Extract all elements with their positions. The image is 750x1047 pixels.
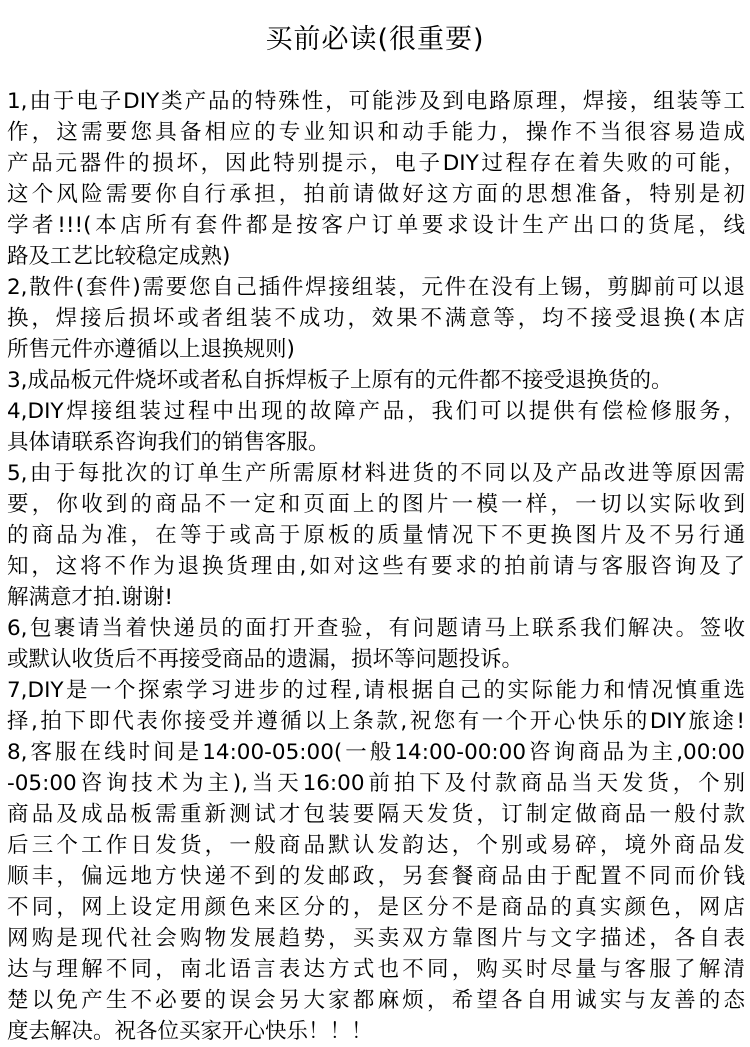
notice-line: 或默认收货后不再接受商品的遗漏，损坏等问题投诉。 [7,647,524,672]
page-title: 买前必读(很重要) [265,24,485,55]
notice-line: 要，你收到的商品不一定和页面上的图片一模一样，一切以实际收到 [7,492,745,517]
notice-line: 后三个工作日发货，一般商品默认发韵达，个别或易碎，境外商品发 [7,833,745,858]
notice-line: 顺丰，偏远地方快递不到的发邮政，另套餐商品由于配置不同而价钱 [7,864,745,889]
notice-line: 择,拍下即代表你接受并遵循以上条款,祝您有一个开心快乐的DIY旅途! [7,709,745,734]
notice-line: 所售元件亦遵循以上退换规则) [7,337,295,362]
notice-line: 2,散件(套件)需要您自己插件焊接组装，元件在没有上锡，剪脚前可以退 [7,275,745,300]
notice-item-3 [7,365,745,396]
notice-line: 换，焊接后损坏或者组装不成功，效果不满意等，均不接受退换(本店 [7,306,745,331]
notice-line: 3,成品板元件烧坏或者私自拆焊板子上原有的元件都不接受退换货的。 [7,368,673,393]
notice-line: 产品元器件的损坏，因此特别提示，电子DIY过程存在着失败的可能， [7,151,745,176]
notice-line: 学者!!!(本店所有套件都是按客户订单要求设计生产出口的货尾，线 [7,213,745,238]
notice-line: 1,由于电子DIY类产品的特殊性，可能涉及到电路原理，焊接，组装等工 [7,89,745,114]
notice-line: 解满意才拍.谢谢! [7,585,173,610]
notice-item-4 [7,396,745,458]
notice-line: 6,包裹请当着快递员的面打开查验，有问题请马上联系我们解决。签收 [7,616,745,641]
notice-line: 度去解决。祝各位买家开心快乐！！！ [7,1019,373,1044]
notice-item-1 [7,86,745,272]
notice-list [7,86,745,1047]
notice-item-5 [7,458,745,613]
notice-line: 这个风险需要你自行承担，拍前请做好这方面的思想准备，特别是初 [7,182,745,207]
notice-line: 楚以免产生不必要的误会另大家都麻烦，希望各自用诚实与友善的态 [7,988,745,1013]
notice-item-7 [7,675,745,737]
notice-item-2 [7,272,745,365]
notice-line: 的商品为准，在等于或高于原板的质量情况下不更换图片及不另行通 [7,523,745,548]
notice-line: 知，这将不作为退换货理由,如对这些有要求的拍前请与客服咨询及了 [7,554,745,579]
notice-line: -05:00咨询技术为主),当天16:00前拍下及付款商品当天发货，个别 [7,771,745,796]
notice-line: 网购是现代社会购物发展趋势，买卖双方靠图片与文字描述，各自表 [7,926,745,951]
notice-line: 达与理解不同，南北语言表达方式也不同，购买时尽量与客服了解清 [7,957,745,982]
notice-line: 路及工艺比较稳定成熟) [7,244,231,269]
notice-line: 作，这需要您具备相应的专业知识和动手能力，操作不当很容易造成 [7,120,745,145]
notice-item-8 [7,737,745,1047]
notice-line: 7,DIY是一个探索学习进步的过程,请根据自己的实际能力和情况慎重选 [7,678,745,703]
notice-line: 不同，网上设定用颜色来区分的，是区分不是商品的真实颜色，网店 [7,895,745,920]
notice-line: 8,客服在线时间是14:00-05:00(一般14:00-00:00咨询商品为主,00:00 [7,740,745,765]
notice-line: 4,DIY焊接组装过程中出现的故障产品，我们可以提供有偿检修服务， [7,399,745,424]
notice-line: 具体请联系咨询我们的销售客服。 [7,430,330,455]
notice-line: 5,由于每批次的订单生产所需原材料进货的不同以及产品改进等原因需 [7,461,745,486]
notice-item-6 [7,613,745,675]
notice-line: 商品及成品板需重新测试才包装要隔天发货，订制定做商品一般付款 [7,802,745,827]
